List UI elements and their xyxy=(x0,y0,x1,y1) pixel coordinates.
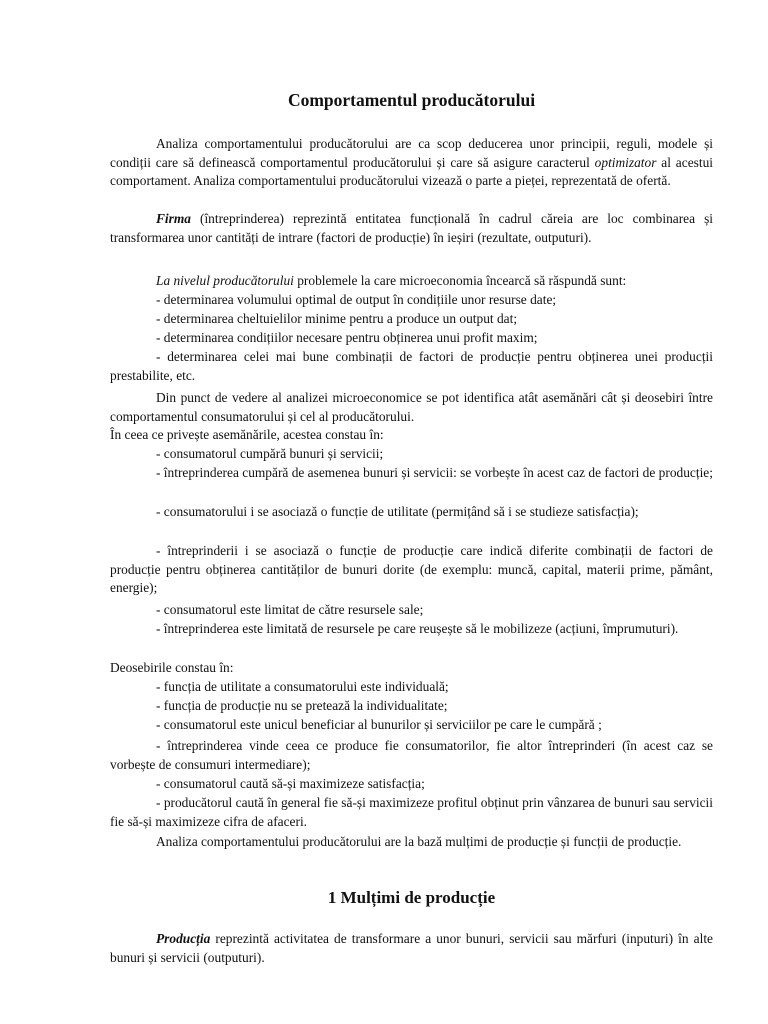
list-item: - determinarea celei mai bune combinații de factori de producție pentru obținerea unei producții prestabilite, etc. xyxy=(110,349,713,383)
section-heading: 1 Mulțimi de producție xyxy=(327,888,496,907)
productia-term: Producția xyxy=(156,931,211,946)
list-item: - funcția de producție nu se pretează la individualitate; xyxy=(156,698,448,713)
list-item: - consumatorul cumpără bunuri și servicii; xyxy=(156,446,384,461)
asemanari-intro: În ceea ce privește asemănările, acestea constau în: xyxy=(110,427,384,442)
list-item: - consumatorul caută să-și maximizeze satisfacția; xyxy=(156,776,425,791)
firma-term: Firma xyxy=(156,211,191,226)
firma-paragraph xyxy=(110,210,713,247)
nivel-paragraph xyxy=(110,272,713,291)
analiza-final-paragraph: Analiza comportamentului producătorului are la bază mulțimi de producție și funcții de producție. xyxy=(156,834,682,849)
list-item: - determinarea volumului optimal de output în condițiile unor resurse date; xyxy=(156,292,557,307)
productia-text: reprezintă activitatea de transformare a unor bunuri, servicii sau mărfuri (inputuri) în alte bunuri și servicii (outputuri). xyxy=(110,931,713,965)
list-item: - consumatorului i se asociază o funcție de utilitate (permițând să i se studieze satisfacția); xyxy=(156,504,639,519)
list-item: - întreprinderii i se asociază o funcție de producție care indică diferite combinații de factori de producție pentru obținerea cantităților de bunuri dorite (de exemplu: muncă, capital, materii prime, pământ, energie); xyxy=(110,543,713,596)
list-item: - consumatorul este limitat de către resursele sale; xyxy=(156,602,424,617)
intro-text-a: Analiza comportamentului producătorului are ca scop deducerea unor principii, reguli, modele și condiții care să definească comportamentul producătorului și care să asigure caracterul xyxy=(110,136,713,170)
list-item: - determinarea cheltuielilor minime pentru a produce un output dat; xyxy=(156,311,518,326)
intro-italic: optimizator xyxy=(594,154,657,170)
deosebiri-intro: Deosebirile constau în: xyxy=(110,660,234,675)
list-item: - întreprinderea vinde ceea ce produce fie consumatorilor, fie altor întreprinderi (în acest caz se vorbește de consumuri intermediare); xyxy=(110,738,713,772)
list-item: - întreprinderea cumpără de asemenea bunuri și servicii: se vorbește în acest caz de factori de producție; xyxy=(156,465,713,480)
list-item: - întreprinderea este limitată de resursele pe care reușește să le mobilizeze (acțiuni, împrumuturi). xyxy=(156,621,679,636)
intro-text-b: al acestui comportament. Analiza comportamentului producătorului vizează o parte a pieței, reprezentată de ofertă. xyxy=(110,154,713,189)
nivel-text: problemele la care microeconomia încearcă să răspundă sunt: xyxy=(293,273,627,288)
intro-paragraph xyxy=(110,135,713,191)
page-title: Comportamentul producătorului xyxy=(287,90,536,110)
din-punct-paragraph: Din punct de vedere al analizei microeconomice se pot identifica atât asemănări cât și deosebiri între comportamentul consumatorului și cel al producătorului. xyxy=(110,390,713,424)
firma-text: (întreprinderea) reprezintă entitatea funcțională în cadrul căreia are loc combinarea și transformarea unor cantități de intrare (factori de producție) în ieșiri (rezultate, outputuri). xyxy=(110,211,713,245)
productia-paragraph xyxy=(110,930,713,967)
list-item: - funcția de utilitate a consumatorului este individuală; xyxy=(156,679,449,694)
list-item: - producătorul caută în general fie să-și maximizeze profitul obținut prin vânzarea de bunuri sau servicii fie să-și maximizeze cifra de afaceri. xyxy=(110,795,713,829)
list-item: - determinarea condițiilor necesare pentru obținerea unui profit maxim; xyxy=(156,330,538,345)
nivel-italic: La nivelul producătorului xyxy=(156,273,294,288)
list-item: - consumatorul este unicul beneficiar al bunurilor și serviciilor pe care le cumpără ; xyxy=(156,717,602,732)
